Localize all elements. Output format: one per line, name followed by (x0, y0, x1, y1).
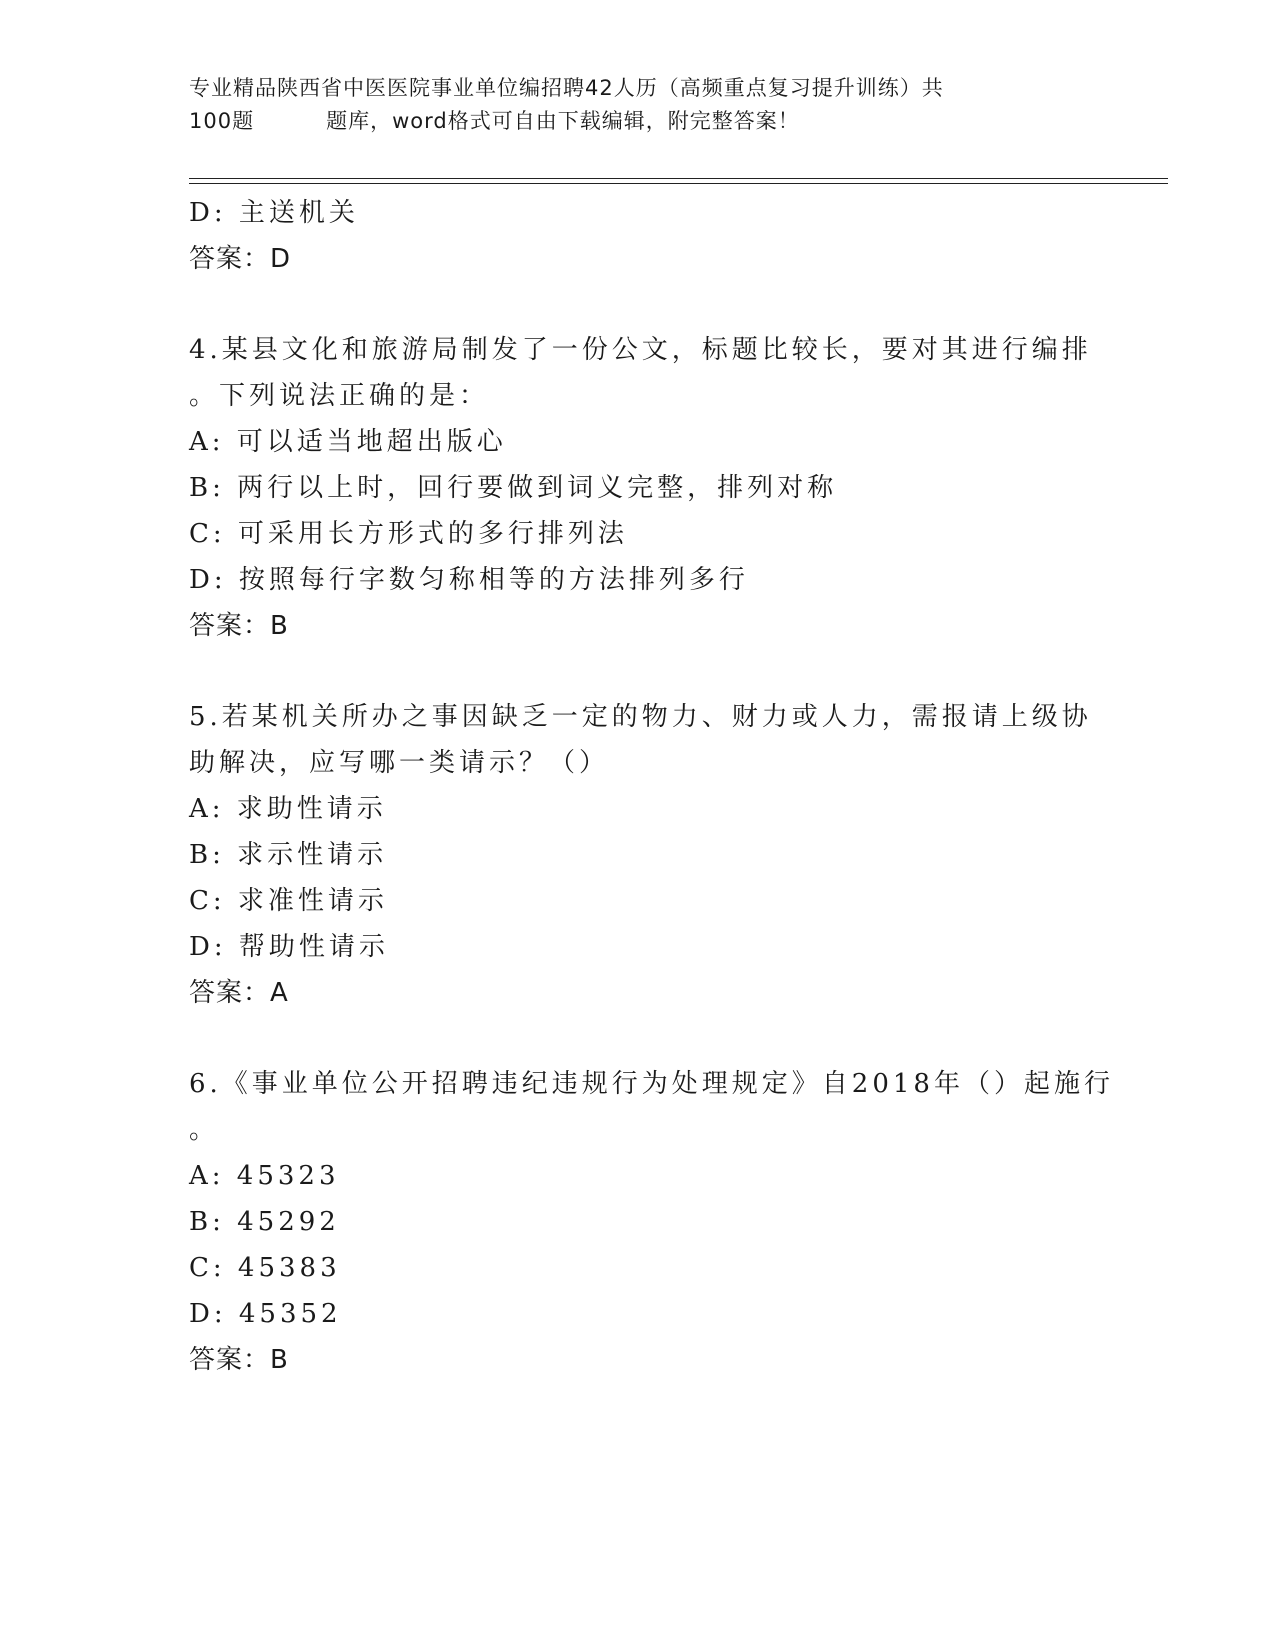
question-4-option-c: C: 可采用长方形式的多行排列法 (189, 519, 628, 549)
question-6-option-b: B: 45292 (189, 1207, 340, 1237)
question-5-option-a: A: 求助性请示 (189, 794, 387, 824)
header-divider-bottom (189, 183, 1168, 184)
question-5-stem-line-1: 5.若某机关所办之事因缺乏一定的物力、财力或人力，需报请上级协 (189, 702, 1092, 732)
header-question-count: 100题 (189, 109, 255, 133)
question-4-option-a: A: 可以适当地超出版心 (189, 427, 507, 457)
question-4-stem-line-2: 。下列说法正确的是： (189, 381, 490, 411)
document-header (189, 72, 1089, 138)
question-6 (189, 1061, 1114, 1383)
header-divider-top (189, 178, 1168, 179)
question-3-answer: 答案：D (189, 244, 292, 274)
header-title-line-2 (189, 105, 1089, 138)
question-4-option-b: B: 两行以上时，回行要做到词义完整，排列对称 (189, 473, 838, 503)
question-6-option-c: C: 45383 (189, 1253, 341, 1283)
question-6-stem-line-2: 。 (189, 1115, 220, 1145)
question-5-option-b: B: 求示性请示 (189, 840, 388, 870)
question-5-option-c: C: 求准性请示 (189, 886, 388, 916)
question-6-stem-line-1: 6.《事业单位公开招聘违纪违规行为处理规定》自2018年（）起施行 (189, 1069, 1114, 1099)
question-6-option-a: A: 45323 (189, 1161, 340, 1191)
question-5-stem-line-2: 助解决，应写哪一类请示？（） (189, 748, 610, 778)
question-3 (189, 190, 1089, 282)
question-3-option-d: D: 主送机关 (189, 198, 359, 228)
question-list (189, 190, 1114, 1383)
question-6-answer: 答案：B (189, 1345, 289, 1375)
question-6-option-d: D: 45352 (189, 1299, 342, 1329)
question-4-answer: 答案：B (189, 611, 289, 641)
header-title-line-1: 专业精品陕西省中医医院事业单位编招聘42人历（高频重点复习提升训练）共 (189, 76, 944, 100)
question-5-option-d: D: 帮助性请示 (189, 932, 389, 962)
question-4-stem-line-1: 4.某县文化和旅游局制发了一份公文，标题比较长，要对其进行编排 (189, 335, 1092, 365)
question-4 (189, 327, 1092, 649)
question-5-answer: 答案：A (189, 978, 289, 1008)
question-4-option-d: D: 按照每行字数匀称相等的方法排列多行 (189, 565, 749, 595)
header-description: 题库，word格式可自由下载编辑，附完整答案！ (326, 109, 800, 133)
question-5 (189, 694, 1092, 1016)
